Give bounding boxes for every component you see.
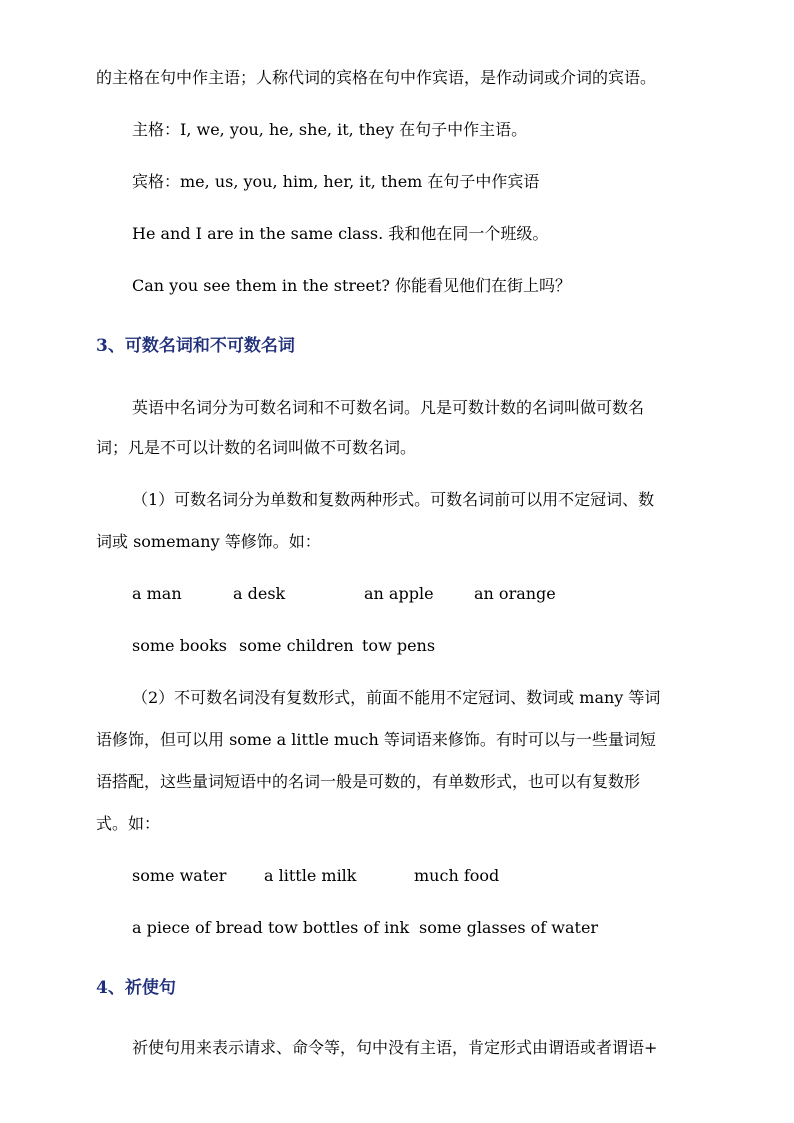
example-item: tow pens xyxy=(362,636,436,655)
paragraph-noun-types-line2: 词；凡是不可以计数的名词叫做不可数名词。 xyxy=(96,438,417,457)
example-item: much food xyxy=(414,866,500,885)
example-item: a desk xyxy=(233,584,286,603)
example-item: some water xyxy=(132,866,227,885)
section-heading-3: 3、可数名词和不可数名词 xyxy=(96,336,295,356)
example-item: some books xyxy=(132,636,227,655)
paragraph-nominative: 主格：I, we, you, he, she, it, they 在句子中作主语。 xyxy=(132,120,528,139)
paragraph-pronoun-cases-intro: 的主格在句中作主语；人称代词的宾格在句中作宾语，是作动词或介词的宾语。 xyxy=(96,68,657,87)
example-sentence-1: He and I are in the same class. 我和他在同一个班级。 xyxy=(132,224,549,243)
paragraph-uncountable-line2: 语修饰，但可以用 some a little much 等词语来修饰。有时可以与一些量词短 xyxy=(96,730,656,749)
example-item: a piece of bread xyxy=(132,918,263,937)
paragraph-imperative: 祈使句用来表示请求、命令等，句中没有主语，肯定形式由谓语或者谓语+ xyxy=(132,1038,658,1057)
example-sentence-2: Can you see them in the street? 你能看见他们在街上吗？ xyxy=(132,276,572,295)
example-item: tow bottles of ink xyxy=(268,918,410,937)
paragraph-uncountable-line3: 语搭配，这些量词短语中的名词一般是可数的，有单数形式，也可以有复数形 xyxy=(96,772,641,791)
paragraph-uncountable-line4: 式。如： xyxy=(96,814,161,833)
paragraph-uncountable-line1: （2）不可数名词没有复数形式，前面不能用不定冠词、数词或 many 等词 xyxy=(132,688,661,707)
paragraph-noun-types-line1: 英语中名词分为可数名词和不可数名词。凡是可数计数的名词叫做可数名 xyxy=(132,398,645,417)
example-item: a man xyxy=(132,584,182,603)
example-item: an orange xyxy=(474,584,556,603)
example-item: some children xyxy=(239,636,354,655)
example-item: an apple xyxy=(364,584,434,603)
example-item: a little milk xyxy=(264,866,357,885)
example-item: some glasses of water xyxy=(419,918,599,937)
paragraph-countable-line1: （1）可数名词分为单数和复数两种形式。可数名词前可以用不定冠词、数 xyxy=(132,490,655,509)
paragraph-objective: 宾格：me, us, you, him, her, it, them 在句子中作宾语 xyxy=(132,172,540,191)
paragraph-countable-line2: 词或 somemany 等修饰。如： xyxy=(96,532,321,551)
section-heading-4: 4、祈使句 xyxy=(96,978,176,998)
